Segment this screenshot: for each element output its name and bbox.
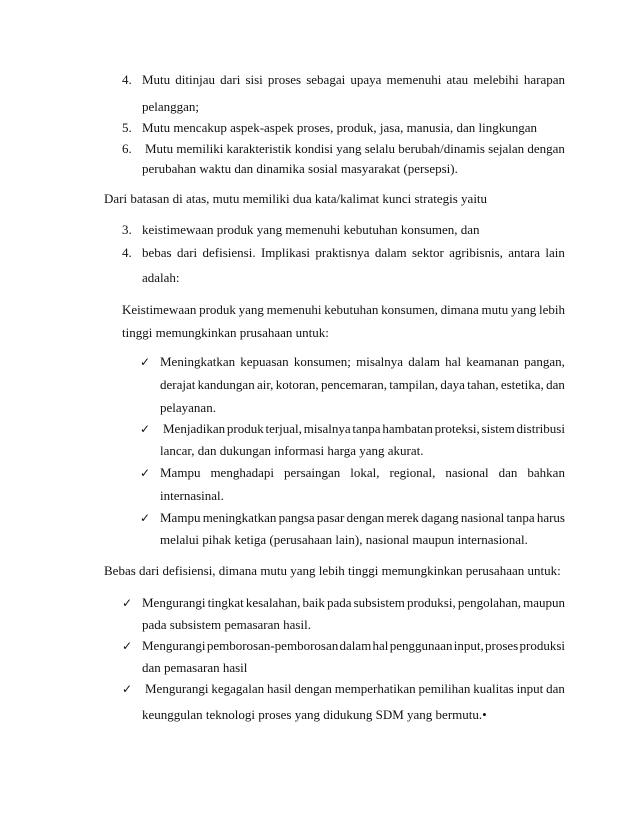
checklist-item-text: keunggulan teknologi proses yang didukung SDM yang bermutu.• [142,707,487,722]
list-item-text-justified: Mutu ditinjau dari sisi proses sebagai upaya memenuhi atau melebihi harapan [142,72,565,87]
paragraph-line: tinggi memungkinkan prusahaan untuk: [122,325,329,340]
checklist-item-text-justified: Menjadikan produk terjual, misalnya tanpa hambatan proteksi, sistem distribusi [163,421,565,436]
checklist-item-text-justified: Mampu menghadapi persaingan lokal, regional, nasional dan bahkan [160,465,565,480]
checklist-item-text-justified: Mengurangi kegagalan hasil dengan memperhatikan pemilihan kualitas input dan [145,681,565,696]
list-number: 4. [122,245,132,260]
list-item-text-justified: bebas dari defisiensi. Implikasi praktisnya dalam sektor agribisnis, antara lain [142,245,565,260]
check-icon: ✓ [139,511,151,525]
list-item-text: keistimewaan produk yang memenuhi kebutuhan konsumen, dan [142,222,480,237]
list-item-text: adalah: [142,270,180,285]
checklist-item-text: melalui pihak ketiga (perusahaan lain), nasional maupun internasional. [160,532,528,547]
checklist-item-text: pada subsistem pemasaran hasil. [142,617,311,632]
checklist-item-text-justified: Mengurangi pemborosan-pemborosan dalam hal penggunaan input, proses produksi [142,638,565,653]
checklist-item-text: internasinal. [160,488,224,503]
list-number: 6. [122,141,132,156]
paragraph: Dari batasan di atas, mutu memiliki dua kata/kalimat kunci strategis yaitu [104,191,488,206]
checklist-item-text: dan pemasaran hasil [142,660,248,675]
list-number: 5. [122,120,132,135]
checklist-item-text: lancar, dan dukungan informasi harga yang akurat. [160,443,424,458]
checklist-item-text: pelayanan. [160,400,216,415]
check-icon: ✓ [121,596,133,610]
list-item-text-justified: Mutu memiliki karakteristik kondisi yang selalu berubah/dinamis sejalan dengan [145,141,565,156]
check-icon: ✓ [121,639,133,653]
check-icon: ✓ [139,355,151,369]
checklist-item-text-justified: Meningkatkan kepuasan konsumen; misalnya dalam hal keamanan pangan, [160,354,565,369]
paragraph: Bebas dari defisiensi, dimana mutu yang lebih tinggi memungkinkan perusahaan untuk: [104,563,561,578]
list-number: 3. [122,222,132,237]
list-item-text: Mutu mencakup aspek-aspek proses, produk, jasa, manusia, dan lingkungan [142,120,537,135]
check-icon: ✓ [139,466,151,480]
paragraph-line-justified: Keistimewaan produk yang memenuhi kebutuhan konsumen, dimana mutu yang lebih [122,302,565,317]
list-item-text: perubahan waktu dan dinamika sosial masyarakat (persepsi). [142,161,458,176]
check-icon: ✓ [139,422,151,436]
list-number: 4. [122,72,132,87]
list-item-text: pelanggan; [142,99,200,114]
checklist-item-text-justified: Mampu meningkatkan pangsa pasar dengan merek dagang nasional tanpa harus [160,510,565,525]
checklist-item-text-justified: derajat kandungan air, kotoran, pencemaran, tampilan, daya tahan, estetika, dan [160,377,565,392]
checklist-item-text-justified: Mengurangi tingkat kesalahan, baik pada subsistem produksi, pengolahan, maupun [142,595,565,610]
check-icon: ✓ [121,682,133,696]
